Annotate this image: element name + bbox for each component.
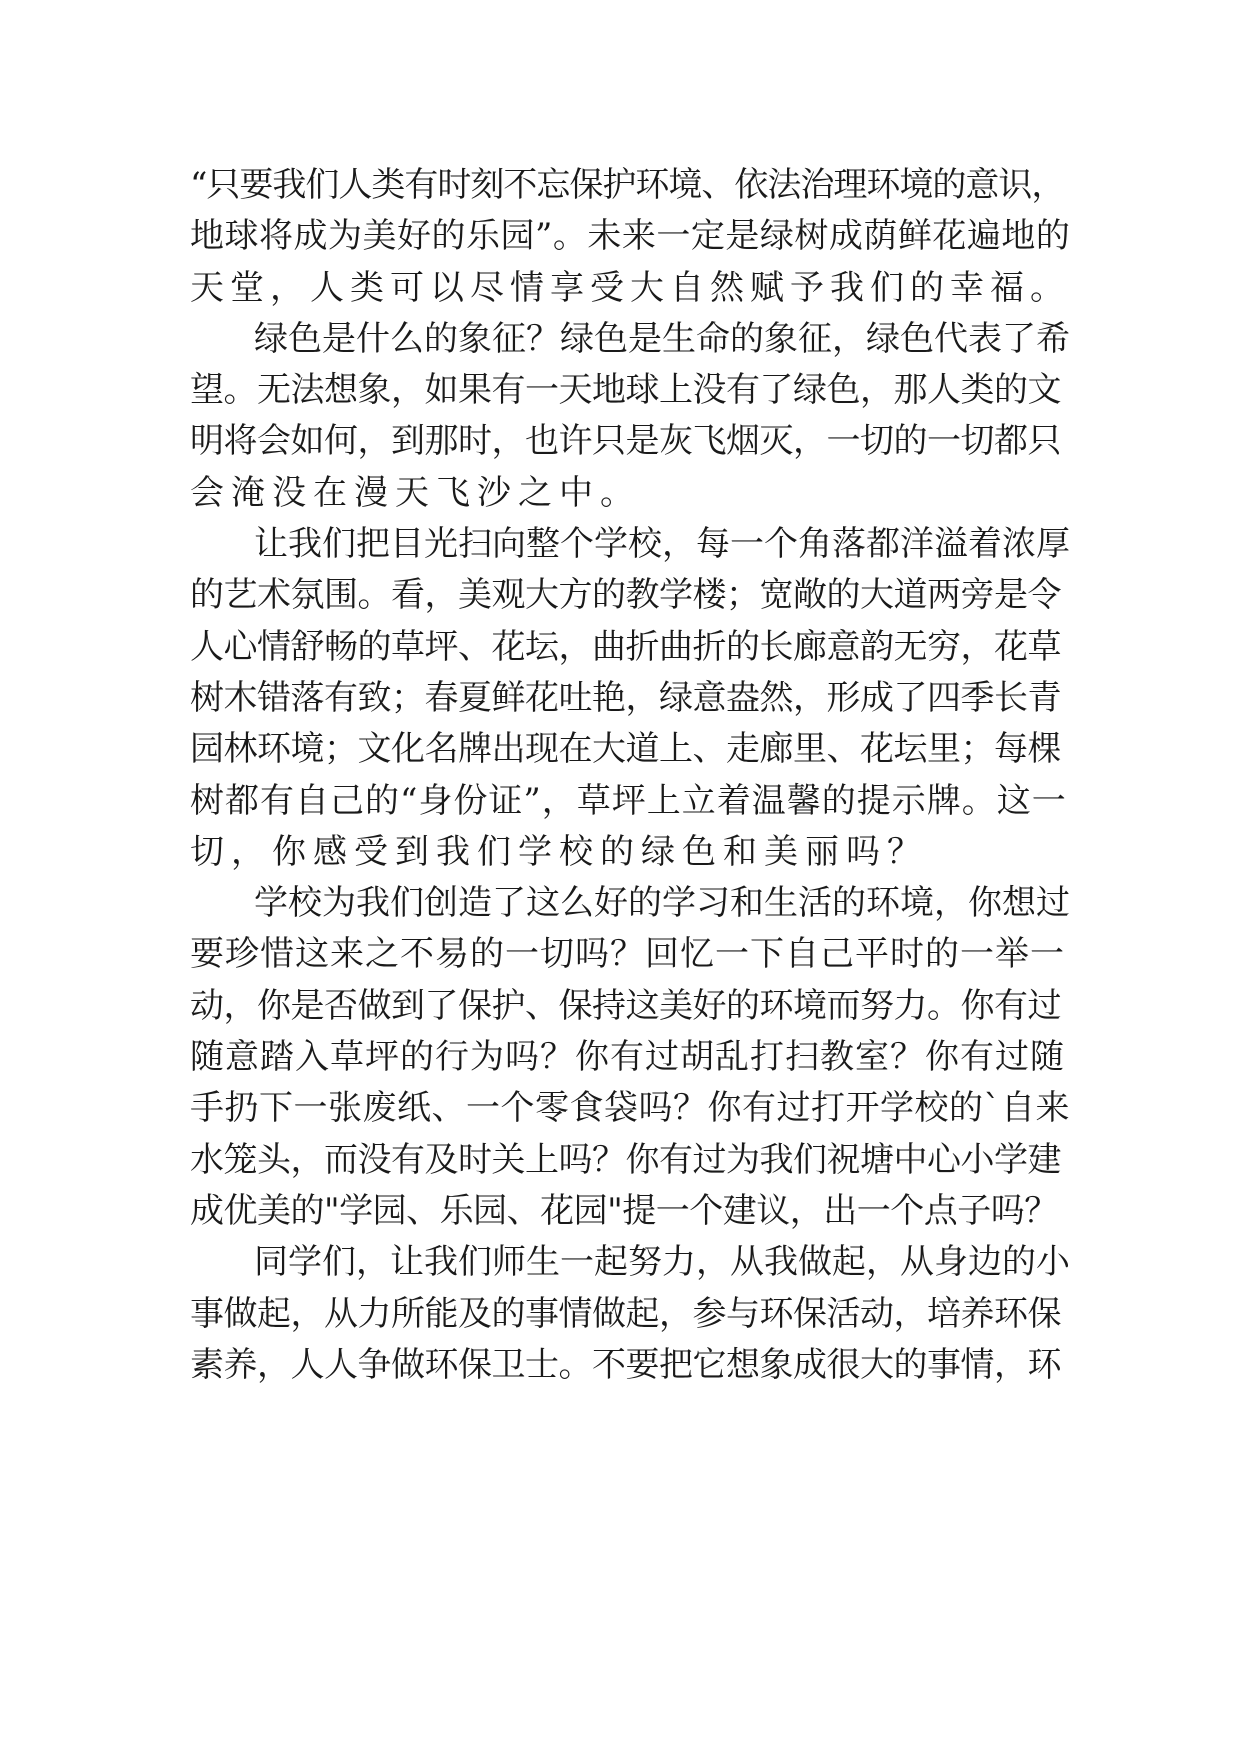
text-line: 切，你感受到我们学校的绿色和美丽吗？: [190, 831, 928, 872]
text-line: 动，你是否做到了保护、保持这美好的环境而努力。你有过: [190, 985, 1061, 1026]
text-line: 人心情舒畅的草坪、花坛，曲折曲折的长廊意韵无穷，花草: [190, 626, 1061, 667]
text-line: 事做起，从力所能及的事情做起，参与环保活动，培养环保: [190, 1293, 1061, 1334]
text-line: 会淹没在漫天飞沙之中。: [190, 472, 641, 513]
text-line: 园林环境；文化名牌出现在大道上、走廊里、花坛里；每棵: [190, 729, 1061, 770]
text-line: 树木错落有致；春夏鲜花吐艳，绿意盎然，形成了四季长青: [190, 677, 1061, 718]
text-line: 素养，人人争做环保卫士。不要把它想象成很大的事情，环: [190, 1344, 1061, 1385]
text-line: 成优美的"学园、乐园、花园"提一个建议，出一个点子吗？: [190, 1190, 1058, 1231]
text-line: 的艺术氛围。看，美观大方的教学楼；宽敞的大道两旁是令: [190, 575, 1061, 616]
text-line: 手扔下一张废纸、一个零食袋吗？你有过打开学校的`自来: [190, 1088, 1070, 1129]
paragraph-first-line: 让我们把目光扫向整个学校，每一个角落都洋溢着浓厚: [254, 524, 1070, 565]
text-line: “只要我们人类有时刻不忘保护环境、依法治理环境的意识，: [190, 165, 1065, 205]
text-line: 随意踏入草坪的行为吗？你有过胡乱打扫教室？你有过随: [190, 1037, 1065, 1078]
paragraph-first-line: 同学们，让我们师生一起努力，从我做起，从身边的小: [254, 1242, 1070, 1283]
text-line: 地球将成为美好的乐园”。未来一定是绿树成荫鲜花遍地的: [190, 216, 1071, 257]
text-line: 要珍惜这来之不易的一切吗？回忆一下自己平时的一举一: [190, 934, 1065, 975]
text-line: 水笼头，而没有及时关上吗？你有过为我们祝塘中心小学建: [190, 1139, 1061, 1180]
paragraph-first-line: 学校为我们创造了这么好的学习和生活的环境，你想过: [254, 883, 1070, 924]
body-text: [190, 160, 1070, 1391]
text-line: 望。无法想象，如果有一天地球上没有了绿色，那人类的文: [190, 370, 1061, 411]
text-line: 树都有自己的“身份证”，草坪上立着温馨的提示牌。这一: [190, 780, 1067, 821]
paragraph-first-line: 绿色是什么的象征？绿色是生命的象征，绿色代表了希: [254, 318, 1070, 359]
text-line: 天堂，人类可以尽情享受大自然赋予我们的幸福。: [190, 267, 1070, 308]
text-line: 明将会如何，到那时，也许只是灰飞烟灭，一切的一切都只: [190, 421, 1061, 462]
